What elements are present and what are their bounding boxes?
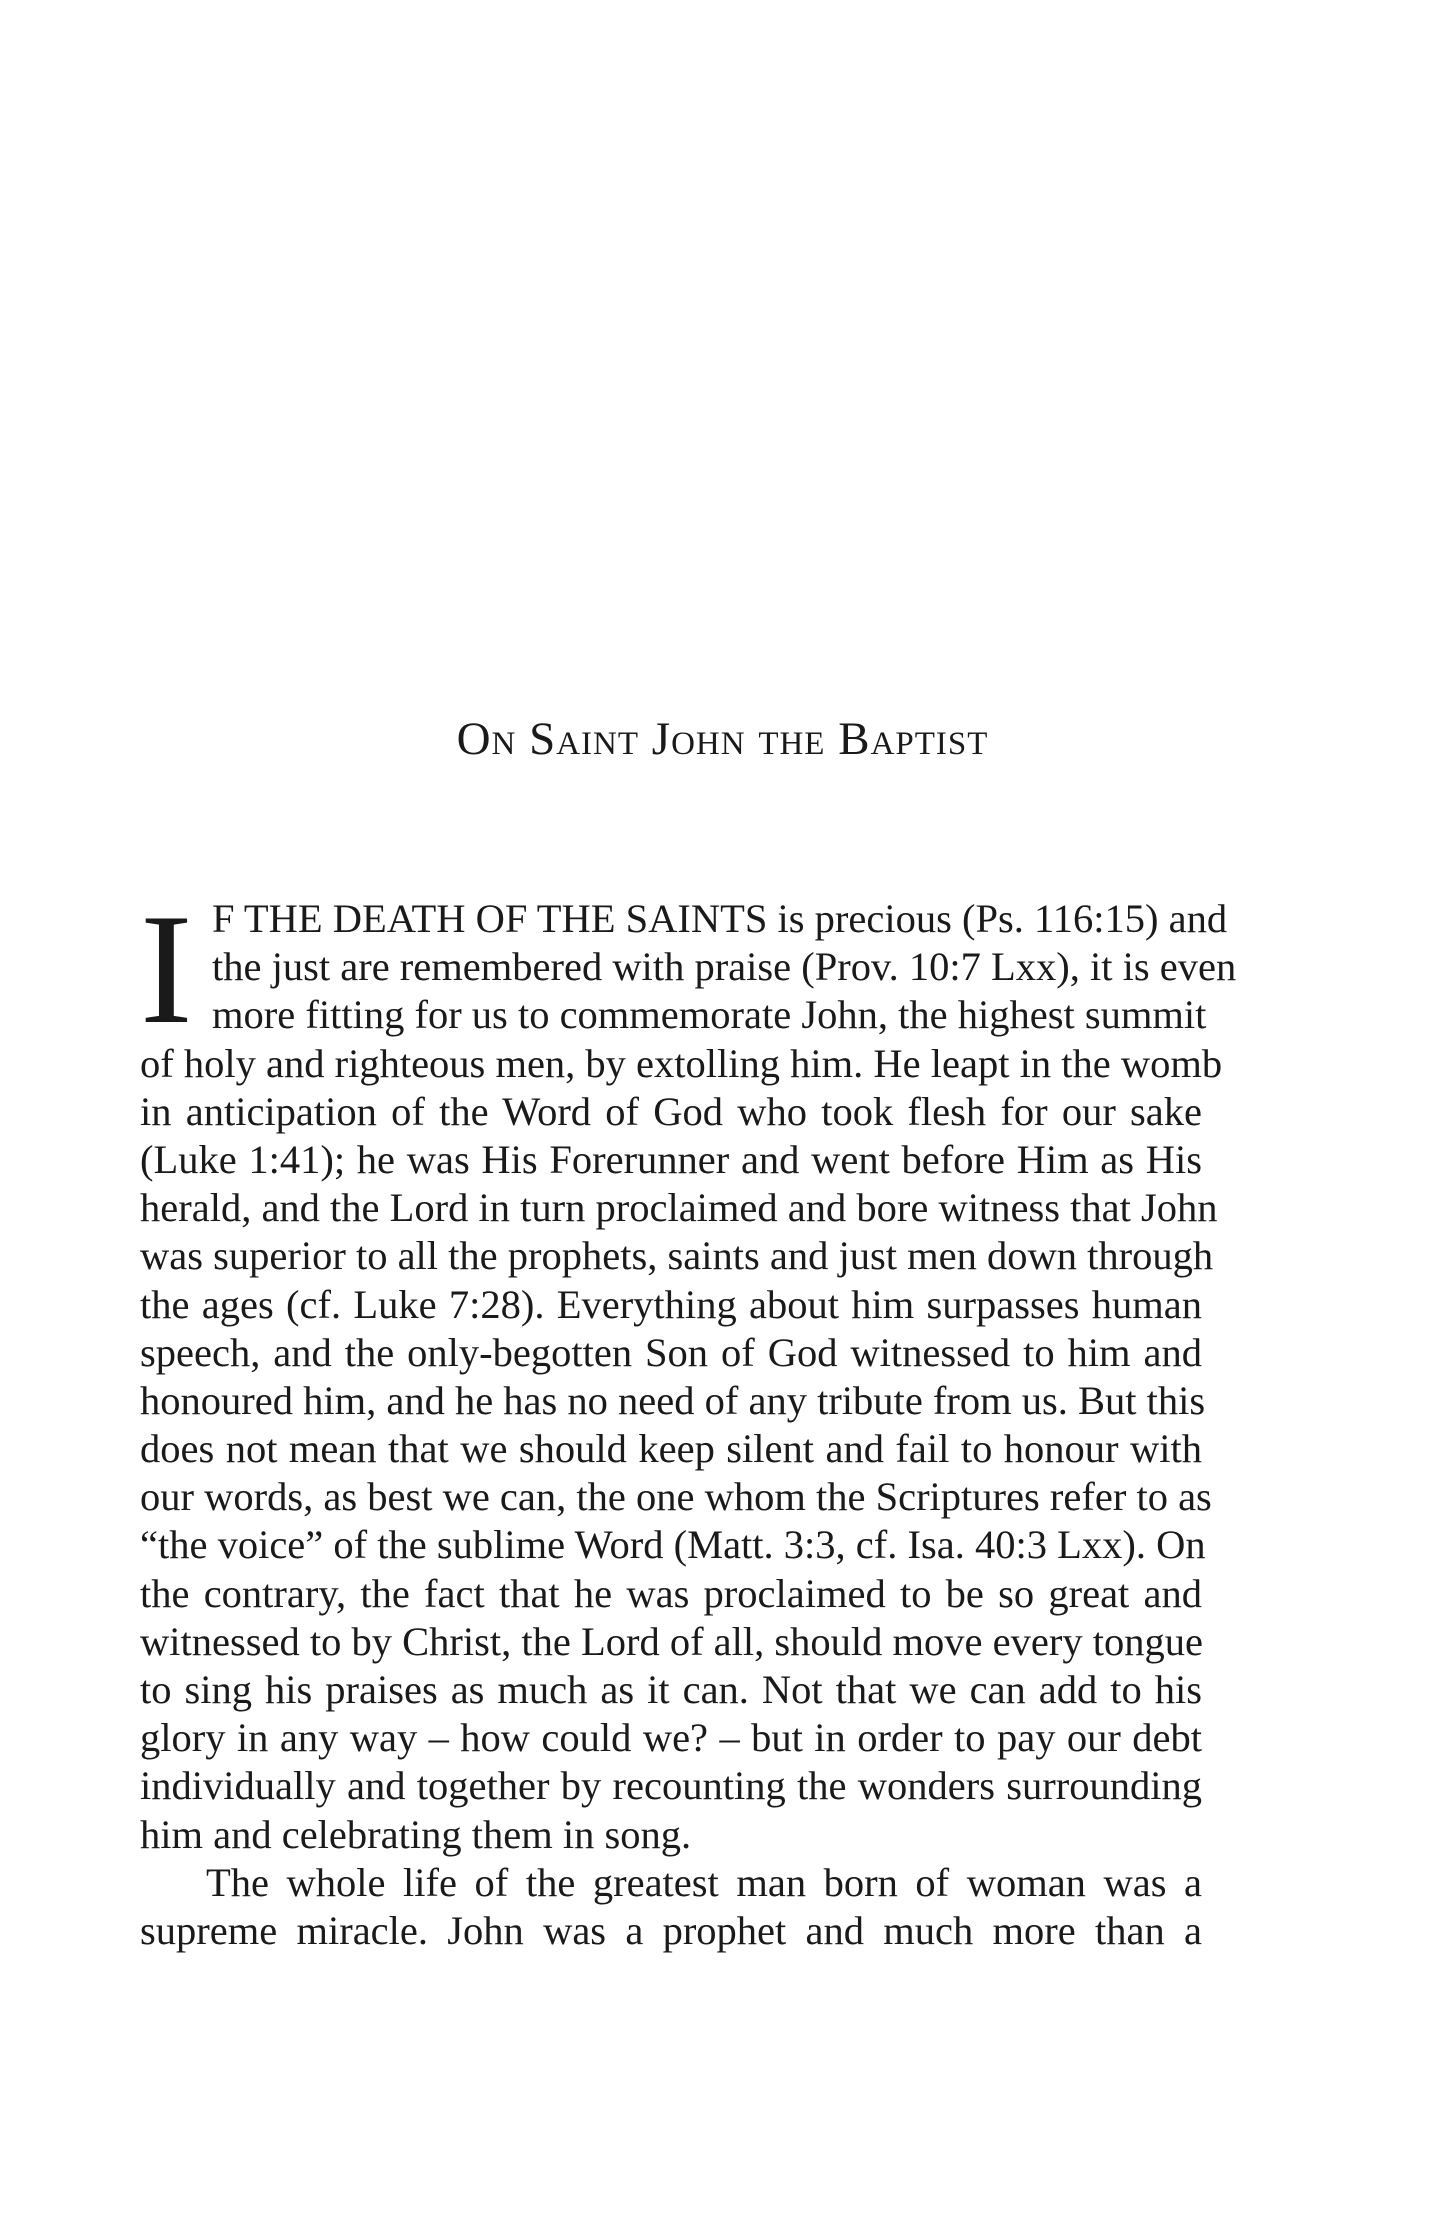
- body-text: [140, 882, 1237, 1955]
- text-line: individually and together by recounting the wonders surrounding: [140, 1763, 1202, 1809]
- text-line: in anticipation of the Word of God who took flesh for our sake: [140, 1088, 1202, 1134]
- text-line: was superior to all the prophets, saints and just men down through: [140, 1233, 1214, 1279]
- text-line: of holy and righteous men, by extolling him. He leapt in the womb: [140, 1040, 1223, 1086]
- text-line: supreme miracle. John was a prophet and much more than a: [140, 1907, 1202, 1953]
- text-line: more fitting for us to commemorate John, the highest summit: [212, 992, 1207, 1038]
- text-line: The whole life of the greatest man born of woman was a: [206, 1859, 1202, 1905]
- text-line: to sing his praises as much as it can. Not that we can add to his: [140, 1667, 1202, 1712]
- text-line: “the voice” of the sublime Word (Matt. 3:3, cf. Isa. 40:3 Lxx). On: [140, 1522, 1206, 1568]
- text-line: F THE DEATH OF THE SAINTS is precious (Ps. 116:15) and: [212, 896, 1228, 941]
- chapter-title: On Saint John the Baptist: [456, 713, 989, 765]
- text-line: the just are remembered with praise (Prov. 10:7 Lxx), it is even: [212, 944, 1237, 990]
- text-line: honoured him, and he has no need of any tribute from us. But this: [140, 1377, 1206, 1423]
- text-line: witnessed to by Christ, the Lord of all, should move every tongue: [140, 1618, 1203, 1664]
- text-line: does not mean that we should keep silent and fail to honour with: [140, 1426, 1202, 1472]
- text-line: glory in any way – how could we? – but in order to pay our debt: [140, 1715, 1202, 1761]
- drop-cap: I: [140, 882, 193, 1057]
- text-line: the ages (cf. Luke 7:28). Everything about him surpasses human: [140, 1281, 1202, 1327]
- text-line: (Luke 1:41); he was His Forerunner and went before Him as His: [140, 1136, 1202, 1182]
- text-line: the contrary, the fact that he was proclaimed to be so great and: [140, 1570, 1202, 1616]
- text-line: our words, as best we can, the one whom the Scriptures refer to as: [140, 1474, 1212, 1520]
- text-line: him and celebrating them in song.: [140, 1811, 692, 1857]
- text-line: herald, and the Lord in turn proclaimed and bore witness that John: [140, 1185, 1218, 1231]
- text-line: speech, and the only-begotten Son of God witnessed to him and: [140, 1329, 1202, 1375]
